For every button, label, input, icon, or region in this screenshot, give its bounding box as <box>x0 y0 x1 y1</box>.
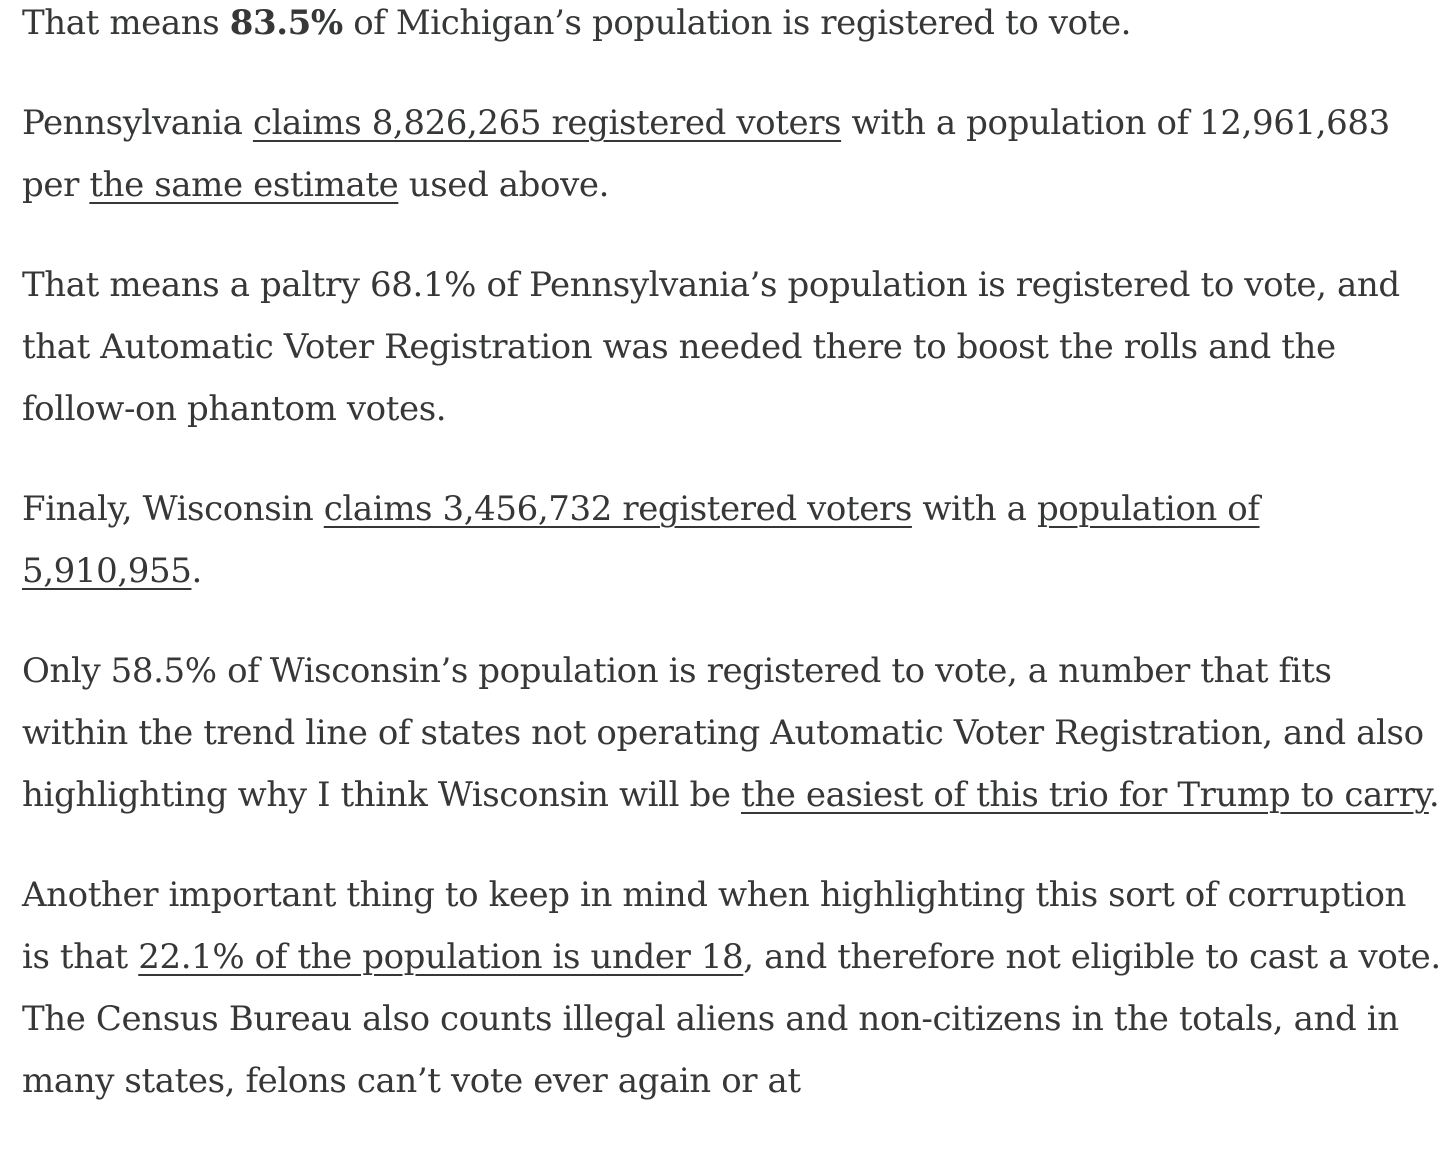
michigan-percent: 83.5% <box>229 3 343 43</box>
text: with a population of 12,961,683 per <box>22 103 1390 205</box>
paragraph-pennsylvania-share: That means a paltry 68.1% of Pennsylvania’s population is registered to vote, and that Automatic Voter Registration was needed there to boost the rolls and the follow-on phantom votes. <box>22 265 1400 429</box>
text: Another important thing to keep in mind when highlighting this sort of corruption is that <box>22 875 1407 977</box>
under-18-link[interactable]: 22.1% of the population is under 18 <box>138 937 744 977</box>
text: . <box>191 551 202 591</box>
text: Pennsylvania <box>22 103 253 143</box>
paragraph-pennsylvania-claims <box>22 92 1442 216</box>
wisconsin-voters-link[interactable]: claims 3,456,732 registered voters <box>323 489 912 529</box>
easiest-trio-link[interactable]: the easiest of this trio for Trump to carry <box>740 775 1429 815</box>
text: . <box>1428 775 1440 815</box>
text: Finaly, Wisconsin <box>22 489 324 529</box>
wisconsin-population-link[interactable]: population of 5,910,955 <box>22 489 1260 591</box>
paragraph-wisconsin-claims <box>22 478 1442 602</box>
text: of Michigan’s population is registered to vote. <box>342 3 1132 43</box>
text: That means <box>22 3 230 43</box>
same-estimate-link[interactable]: the same estimate <box>89 165 399 205</box>
article-body <box>22 0 1442 1150</box>
paragraph-michigan-share <box>22 0 1442 54</box>
text: with a <box>911 489 1037 529</box>
paragraph-under-18 <box>22 864 1442 1112</box>
text: Only 58.5% of Wisconsin’s population is registered to vote, a number that fits within the trend line of states not operating Automatic Voter Registration, and also highlighting why I think Wisconsin will be <box>22 651 1424 815</box>
text: used above. <box>398 165 610 205</box>
text: , and therefore not eligible to cast a vote. The Census Bureau also counts illegal aliens and non-citizens in the totals, and in many states, felons can’t vote ever again or at <box>22 937 1441 1101</box>
pennsylvania-voters-link[interactable]: claims 8,826,265 registered voters <box>252 103 842 143</box>
paragraph-wisconsin-share <box>22 640 1442 826</box>
